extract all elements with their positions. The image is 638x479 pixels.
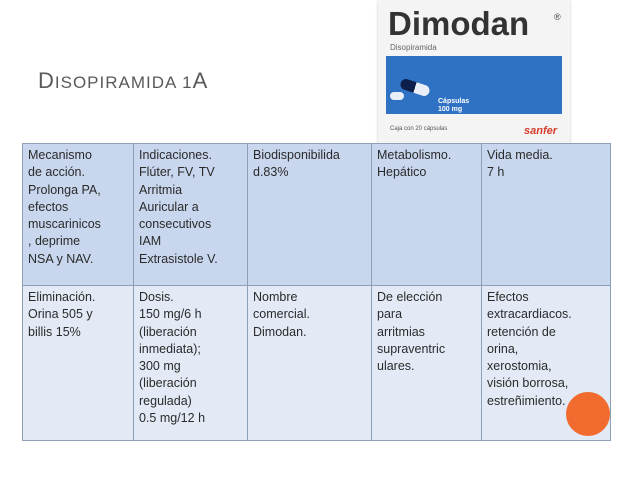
slide-title	[38, 68, 208, 94]
product-box-image	[378, 0, 570, 143]
title-cap: D	[38, 68, 55, 93]
title-cap-2: A	[192, 68, 209, 93]
table-cell: Metabolismo. Hepático	[372, 144, 482, 286]
title-rest: ISOPIRAMIDA 1	[54, 73, 193, 92]
product-count: Caja con 20 cápsulas	[390, 126, 448, 132]
product-dose: Cápsulas 100 mg	[438, 98, 470, 113]
product-maker-logo: sanfer	[524, 125, 558, 137]
decorative-orange-circle	[566, 392, 610, 436]
drug-info-table	[22, 143, 611, 441]
table-cell: Efectos extracardiacos. retención de orina, xerostomia, visión borrosa, estreñimiento.	[482, 286, 611, 441]
table-cell: Eliminación. Orina 505 y billis 15%	[23, 286, 134, 441]
table-cell: Vida media. 7 h	[482, 144, 611, 286]
product-brand: Dimodan	[388, 5, 530, 42]
table-cell: De elección para arritmias supraventric ulares.	[372, 286, 482, 441]
product-generic: Disopiramida	[390, 43, 437, 52]
table-row	[23, 144, 611, 286]
table-row	[23, 286, 611, 441]
table-cell: Nombre comercial. Dimodan.	[248, 286, 372, 441]
registered-mark: ®	[554, 12, 561, 22]
capsule-icon-2	[390, 92, 404, 100]
table-cell: Dosis. 150 mg/6 h (liberación inmediata); 300 mg (liberación regulada) 0.5 mg/12 h	[134, 286, 248, 441]
table-cell: Indicaciones. Flúter, FV, TV Arritmia Auricular a consecutivos IAM Extrasistole V.	[134, 144, 248, 286]
table-cell: Mecanismo de acción. Prolonga PA, efectos muscarinicos , deprime NSA y NAV.	[23, 144, 134, 286]
table-cell: Biodisponibilida d.83%	[248, 144, 372, 286]
